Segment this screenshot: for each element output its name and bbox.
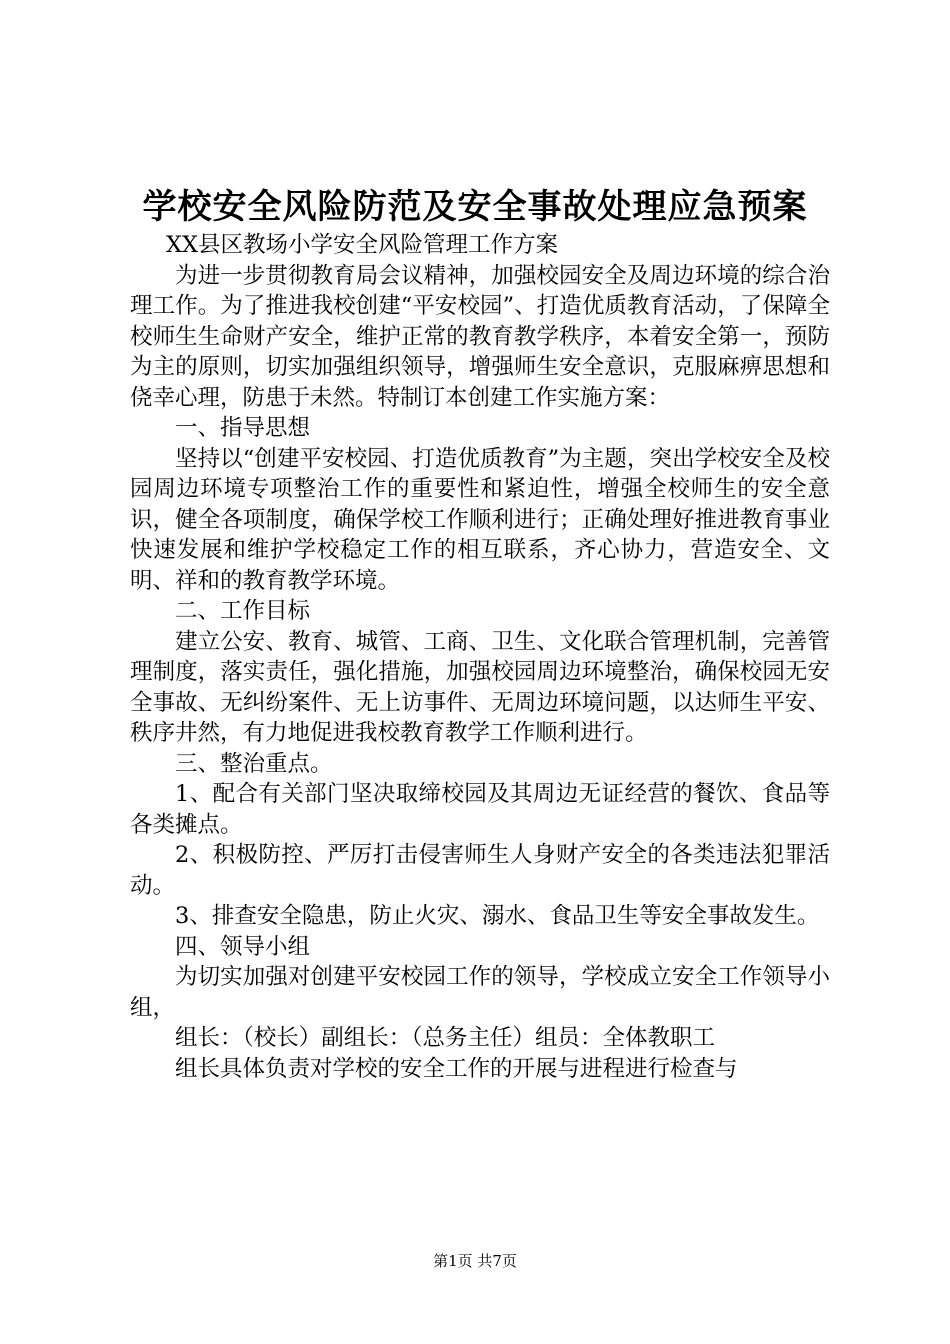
- work-goal-paragraph: 建立公安、教育、城管、工商、卫生、文化联合管理机制，完善管理制度，落实责任，强化措施，加强校园周边环境整治，确保校园无安全事故、无纠纷案件、无上访事件、无周边环境问题，以达师生平安、秩序井然，有力地促进我校教育教学工作顺利进行。: [130, 628, 830, 746]
- key-point-2: 2、积极防控、严厉打击侵害师生人身财产安全的各类违法犯罪活动。: [130, 842, 830, 899]
- section-heading-key-points: 三、整治重点。: [175, 750, 333, 777]
- intro-paragraph: 为进一步贯彻教育局会议精神，加强校园安全及周边环境的综合治理工作。为了推进我校创建“平安校园”、打造优质教育活动，了保障全校师生生命财产安全，维护正常的教育教学秩序，本着安全第一，预防为主的原则，切实加强组织领导，增强师生安全意识，克服麻痹思想和侥幸心理，防患于未然。特制订本创建工作实施方案：: [130, 262, 830, 411]
- subtitle-paragraph: XX县区教场小学安全风险管理工作方案: [166, 232, 559, 258]
- key-point-3: 3、排查安全隐患，防止火灾、溺水、食品卫生等安全事故发生。: [175, 903, 820, 929]
- leadership-paragraph: 为切实加强对创建平安校园工作的领导，学校成立安全工作领导小组，: [130, 964, 830, 1021]
- page-number-footer: 第1页 共7页: [433, 1252, 517, 1270]
- document-body: [130, 230, 830, 1084]
- section-heading-work-goal: 二、工作目标: [175, 598, 311, 624]
- leadership-members: 组长：（校长）副组长：（总务主任）组员：全体教职工: [175, 1025, 716, 1051]
- key-point-1: 1、配合有关部门坚决取缔校园及其周边无证经营的餐饮、食品等各类摊点。: [130, 781, 830, 838]
- section-heading-guiding-thought: 一、指导思想: [175, 415, 311, 441]
- leader-duties-paragraph: 组长具体负责对学校的安全工作的开展与进程进行检查与: [175, 1055, 738, 1082]
- section-heading-leadership: 四、领导小组: [175, 933, 311, 960]
- document-title: 学校安全风险防范及安全事故处理应急预案: [142, 187, 808, 227]
- guiding-thought-paragraph: 坚持以“创建平安校园、打造优质教育”为主题，突出学校安全及校园周边环境专项整治工作的重要性和紧迫性，增强全校师生的安全意识，健全各项制度，确保学校工作顺利进行；正确处理好推进教育事业快速发展和维护学校稳定工作的相互联系，齐心协力，营造安全、文明、祥和的教育教学环境。: [130, 445, 830, 594]
